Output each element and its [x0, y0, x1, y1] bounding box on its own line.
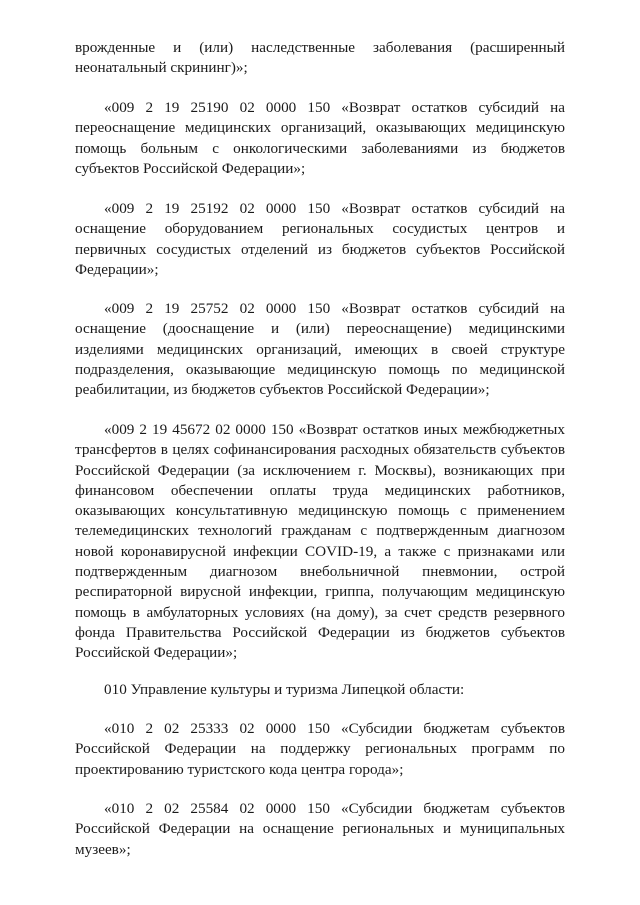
paragraph-009-45672: «009 2 19 45672 02 0000 150 «Возврат остатков иных межбюджетных трансфертов в целях софинансирования расходных обязательств субъектов Российской Федерации (за исключением г. Москвы), возникающих при финансовом обеспечении оплаты труда медицинских работников, оказывающих консультативную медицинскую помощь с применением телемедицинских технологий гражданам с подтвержденным диагнозом новой коронавирусной инфекции COVID-19, а также с признаками или подтвержденным диагнозом внебольничной пневмонии, острой респираторной вирусной инфекции, гриппа, получающим медицинскую помощь в амбулаторных условиях (на дому), за счет средств резервного фонда Правительства Российской Федерации из бюджетов субъектов Российской Федерации»;	[75, 421, 565, 662]
paragraph-continuation: врожденные и (или) наследственные заболевания (расширенный неонатальный скрининг)»;	[75, 39, 565, 77]
paragraph-010-25584: «010 2 02 25584 02 0000 150 «Субсидии бюджетам субъектов Российской Федерации на оснащение региональных и муниципальных музеев»;	[75, 800, 565, 858]
section-heading-010: 010 Управление культуры и туризма Липецкой области:	[104, 681, 465, 698]
paragraph-010-25333: «010 2 02 25333 02 0000 150 «Субсидии бюджетам субъектов Российской Федерации на поддержку региональных программ по проектированию туристского кода центра города»;	[75, 720, 565, 778]
paragraph-009-25752: «009 2 19 25752 02 0000 150 «Возврат остатков субсидий на оснащение (дооснащение и (или) переоснащение) медицинскими изделиями медицинских организаций, имеющих в своей структуре подразделения, оказывающие медицинскую помощь по медицинской реабилитации, из бюджетов субъектов Российской Федерации»;	[75, 300, 565, 399]
paragraph-009-25190: «009 2 19 25190 02 0000 150 «Возврат остатков субсидий на переоснащение медицинских организаций, оказывающих медицинскую помощь больным с онкологическими заболеваниями из бюджетов субъектов Российской Федерации»;	[75, 99, 565, 177]
paragraph-009-25192: «009 2 19 25192 02 0000 150 «Возврат остатков субсидий на оснащение оборудованием региональных сосудистых центров и первичных сосудистых отделений из бюджетов субъектов Российской Федерации»;	[75, 200, 565, 278]
